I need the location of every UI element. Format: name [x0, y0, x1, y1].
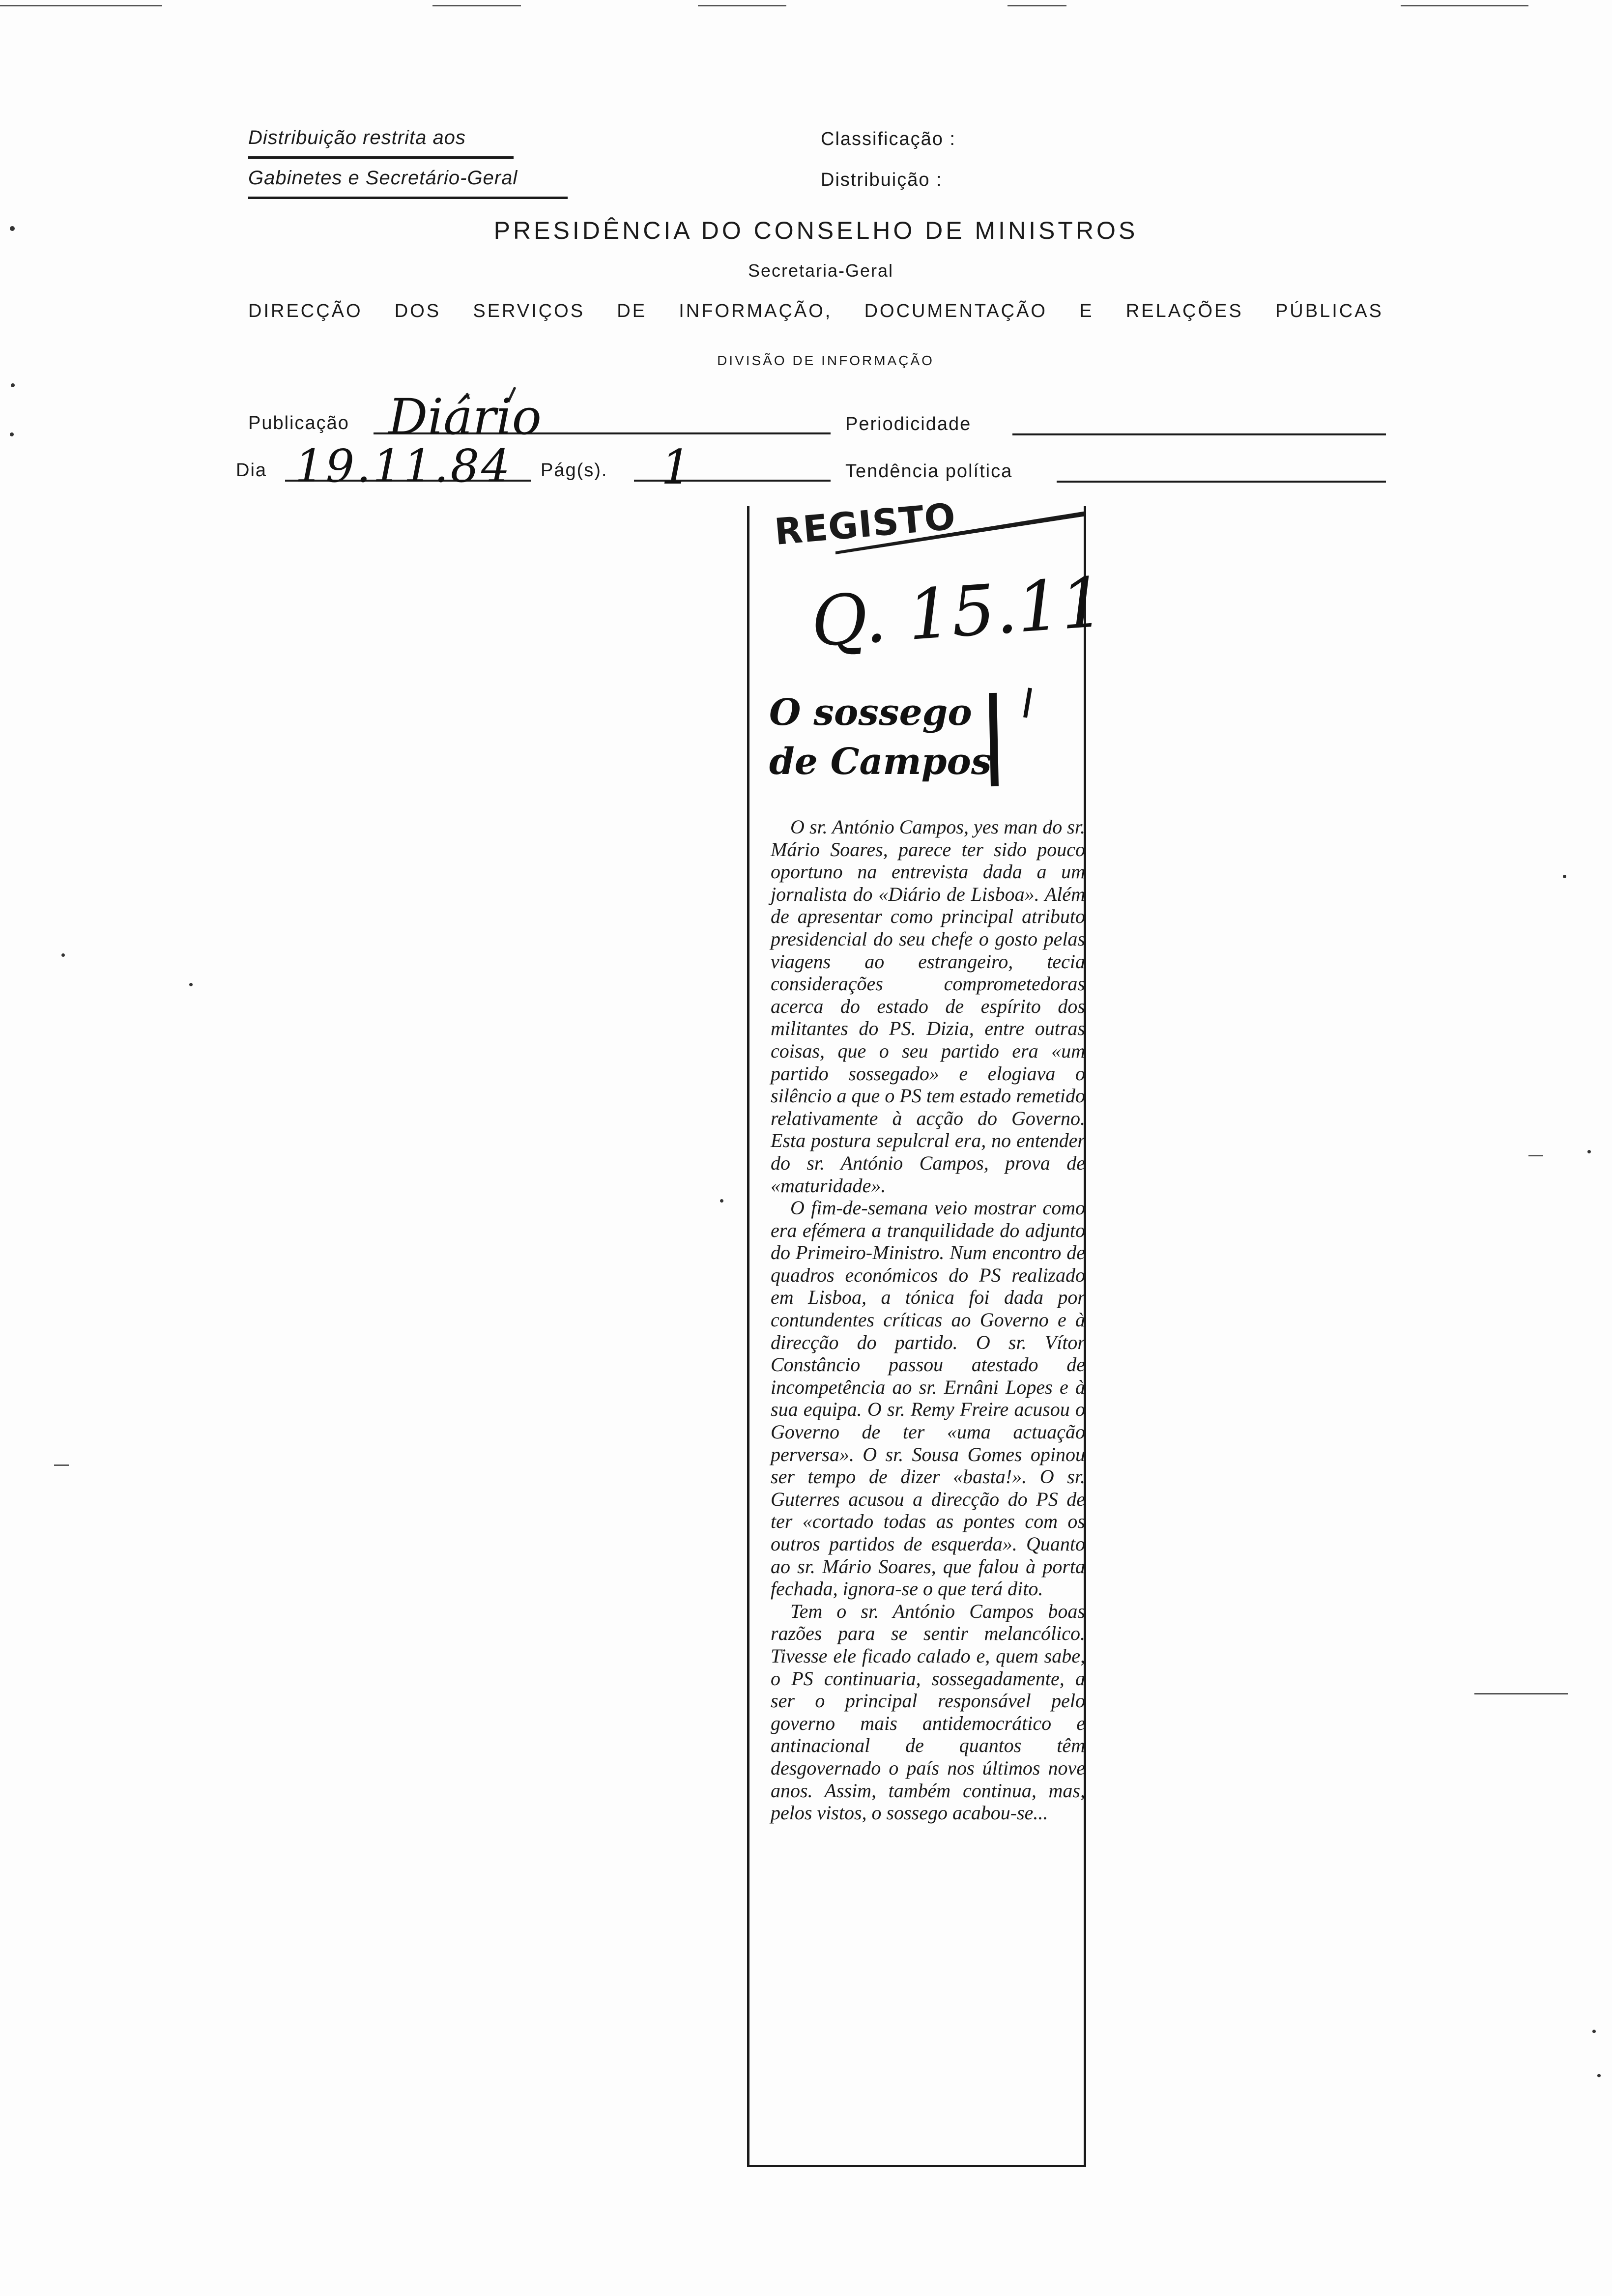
restriction-underline	[248, 156, 514, 159]
division-line: DIVISÃO DE INFORMAÇÃO	[717, 353, 934, 368]
scan-speck	[720, 1199, 723, 1203]
scan-speck	[11, 383, 15, 387]
scan-speck	[61, 953, 65, 957]
distribution-label: Distribuição :	[821, 170, 943, 190]
article-body	[771, 816, 1085, 1824]
margin-mark	[1474, 1693, 1568, 1694]
article-paragraph: O sr. António Campos, yes man do sr. Mário Soares, parece ter sido pouco oportuno na entrevista dada a um jornalista do «Diário de Lisboa». Além de apresentar como principal atributo presidencial do seu chefe o gosto pelas viagens ao estrangeiro, tecia considerações comprometedoras acerca do estado de espírito dos militantes do PS. Dizia, entre outras coisas, que o seu partido era «um partido sossegado» e elogiava o silêncio a que o PS tem estado remetido relativamente à acção do Governo. Esta postura sepulcral era, no entender do sr. António Campos, prova de «maturidade».	[771, 816, 1085, 1197]
classification-label: Classificação :	[821, 129, 956, 149]
scan-edge-line	[432, 5, 521, 6]
scan-speck	[1597, 2074, 1601, 2077]
headline-line-2: de Campos	[769, 741, 992, 783]
scan-speck	[1592, 2030, 1596, 2033]
scan-speck	[1587, 1150, 1591, 1153]
directorate-word: RELAÇÕES	[1125, 301, 1243, 321]
headline-line-1: O sossego	[769, 691, 972, 734]
scan-edge-line	[0, 5, 162, 6]
directorate-word: PÚBLICAS	[1275, 301, 1383, 321]
pages-label: Pág(s).	[541, 460, 608, 481]
pages-value: 1	[661, 440, 691, 495]
ministry-title: PRESIDÊNCIA DO CONSELHO DE MINISTROS	[493, 217, 1138, 244]
restriction-line-1: Distribuição restrita aos	[248, 127, 466, 148]
directorate-word: DE	[617, 301, 647, 321]
directorate-line	[248, 301, 1383, 322]
section-heading: REGISTO	[773, 495, 958, 553]
tendency-label: Tendência política	[845, 461, 1013, 482]
directorate-word: INFORMAÇÃO,	[679, 301, 833, 321]
day-value: 19.11.84	[295, 440, 512, 492]
scan-speck	[1563, 875, 1566, 878]
margin-mark	[54, 1464, 69, 1466]
scan-speck	[189, 983, 193, 986]
article-headline	[769, 688, 992, 786]
scan-edge-line	[1401, 5, 1528, 6]
secretariat-subtitle: Secretaria-Geral	[748, 260, 894, 281]
handwritten-note: Q. 15.11	[808, 562, 1107, 663]
scan-speck	[10, 432, 14, 436]
article-paragraph: Tem o sr. António Campos boas razões para se sentir melancólico. Tivesse ele ficado calado e, quem sabe, o PS continuaria, sossegadamente, a ser o principal responsável pelo governo mais antidemocrático e antinacional de quantos têm desgovernado o país nos últimos nove anos. Assim, também continua, mas, pelos vistos, o sossego acabou-se...	[771, 1600, 1085, 1824]
publication-value: Diário	[388, 388, 542, 446]
day-label: Dia	[236, 460, 267, 481]
scan-speck	[10, 226, 15, 231]
scan-edge-line	[1008, 5, 1066, 6]
directorate-word: DOS	[394, 301, 441, 321]
pen-scribble-mark	[983, 678, 1057, 796]
directorate-word: DOCUMENTAÇÃO	[864, 301, 1047, 321]
article-paragraph: O fim-de-semana veio mostrar como era efémera a tranquilidade do adjunto do Primeiro-Ministro. Num encontro de quadros económicos do PS realizado em Lisboa, a tónica foi dada por contundentes críticas ao Governo e à direcção do partido. O sr. Vítor Constâncio passou atestado de incompetência ao sr. Ernâni Lopes e à sua equipa. O sr. Remy Freire acusou o Governo de ter «uma actuação perversa». O sr. Sousa Gomes opinou ser tempo de dizer «basta!». O sr. Guterres acusou a direcção do PS de ter «cortado todas as pontes com os outros partidos de esquerda». Quanto ao sr. Mário Soares, que falou à porta fechada, ignora-se o que terá dito.	[771, 1197, 1085, 1600]
directorate-word: SERVIÇOS	[473, 301, 585, 321]
restriction-line-2: Gabinetes e Secretário-Geral	[248, 167, 518, 189]
margin-mark	[1528, 1155, 1543, 1156]
restriction-underline	[248, 197, 568, 199]
directorate-word: E	[1079, 301, 1094, 321]
tendency-fill-line	[1057, 481, 1386, 483]
scan-edge-line	[698, 5, 786, 6]
periodicity-fill-line	[1012, 433, 1386, 435]
publication-label: Publicação	[248, 413, 349, 433]
directorate-word: DIRECÇÃO	[248, 301, 363, 321]
periodicity-label: Periodicidade	[845, 414, 972, 434]
